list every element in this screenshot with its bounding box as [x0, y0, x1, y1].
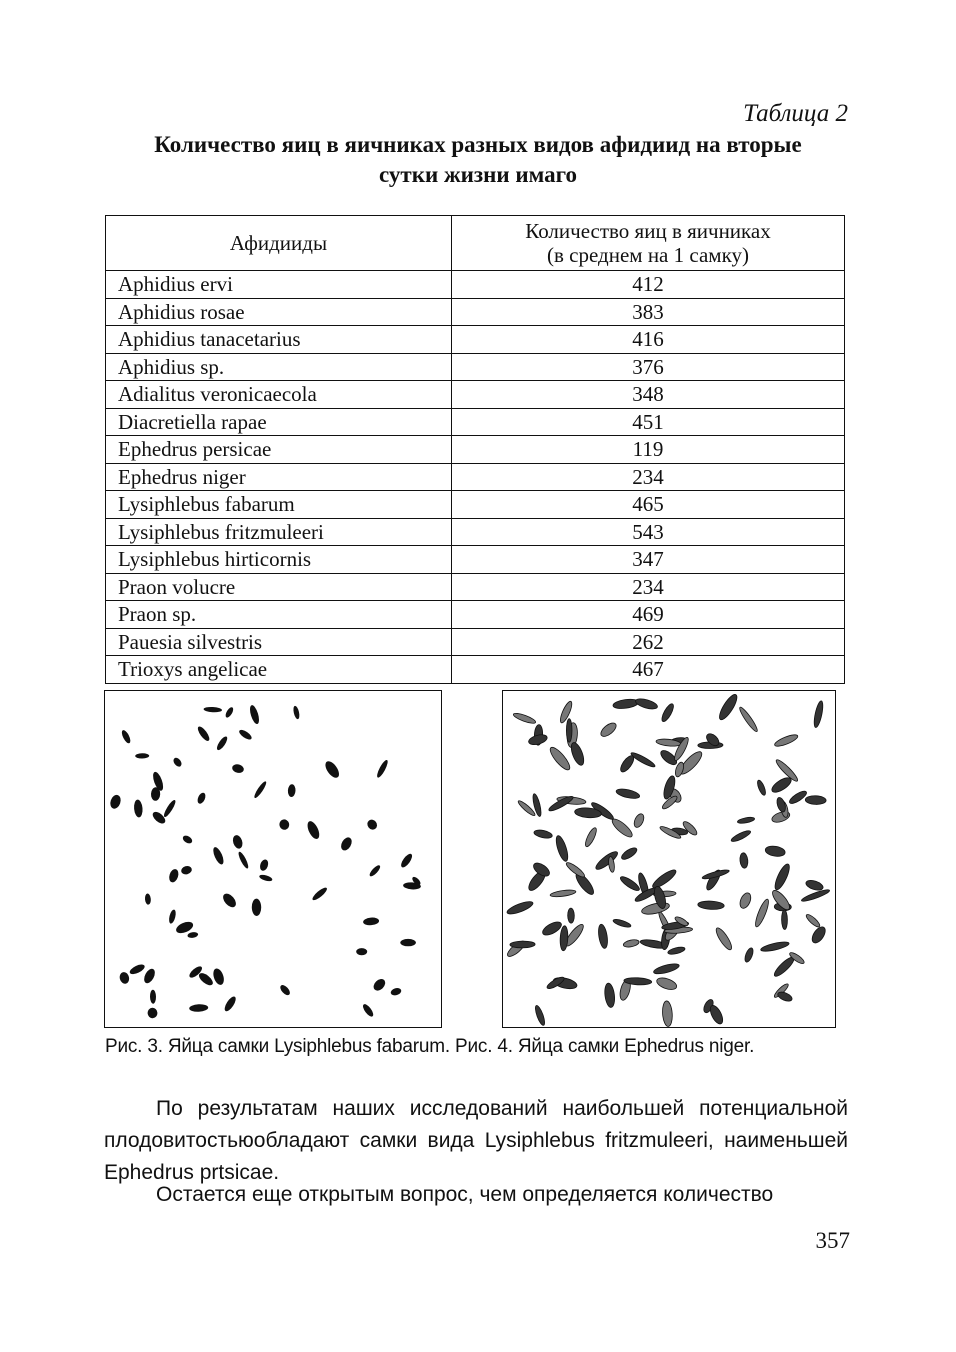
header-egg-count-line-2: (в среднем на 1 самку) — [547, 243, 749, 267]
egg-shape — [528, 733, 549, 746]
egg-count-cell: 412 — [452, 271, 845, 299]
egg-count-cell: 262 — [452, 628, 845, 656]
egg-shape — [292, 705, 300, 719]
species-cell: Praon sp. — [106, 601, 452, 629]
species-cell: Aphidius sp. — [106, 353, 452, 381]
table-row — [106, 628, 845, 656]
table-title-line-1: Количество яиц в яичниках разных видов афидиид на вторые — [154, 132, 802, 157]
egg-shape — [400, 939, 416, 946]
egg-shape — [259, 858, 270, 871]
egg-count-cell: 543 — [452, 518, 845, 546]
figure-3-image — [105, 691, 441, 1027]
egg-shape — [150, 990, 156, 1004]
egg-shape — [399, 852, 414, 869]
egg-shape — [568, 908, 575, 923]
table-row — [106, 408, 845, 436]
header-species: Афидииды — [106, 216, 452, 271]
egg-shape — [118, 971, 130, 985]
page-number: 357 — [815, 1228, 850, 1253]
egg-shape — [361, 1003, 375, 1019]
egg-shape — [773, 733, 799, 749]
egg-shape — [569, 741, 587, 767]
egg-count-cell: 119 — [452, 436, 845, 464]
egg-shape — [737, 816, 755, 824]
egg-shape — [760, 940, 790, 953]
egg-count-cell: 234 — [452, 573, 845, 601]
egg-shape — [612, 698, 639, 710]
egg-shape — [375, 759, 389, 779]
egg-shape — [583, 826, 598, 848]
egg-shape — [162, 799, 177, 819]
figure-4-image — [503, 691, 835, 1027]
species-cell: Ephedrus niger — [106, 463, 452, 491]
egg-shape — [356, 948, 367, 955]
table-row — [106, 326, 845, 354]
table-title — [100, 130, 856, 190]
egg-shape — [224, 706, 235, 719]
egg-shape — [363, 917, 380, 926]
egg-shape — [730, 829, 752, 844]
egg-shape — [252, 899, 262, 917]
egg-shape — [128, 963, 146, 977]
egg-shape — [805, 795, 826, 804]
figure-4-ephedrus-eggs — [502, 690, 836, 1028]
egg-shape — [278, 818, 290, 831]
egg-shape — [534, 1005, 547, 1027]
header-egg-count — [452, 216, 845, 271]
egg-shape — [716, 692, 739, 722]
table-row — [106, 546, 845, 574]
egg-shape — [550, 889, 577, 898]
species-cell: Lysiphlebus fabarum — [106, 491, 452, 519]
egg-shape — [323, 759, 342, 780]
egg-shape — [221, 891, 239, 909]
egg-shape — [781, 910, 787, 930]
species-cell: Trioxys angelicae — [106, 656, 452, 684]
table-row — [106, 518, 845, 546]
egg-shape — [259, 874, 273, 883]
egg-count-cell: 376 — [452, 353, 845, 381]
table-title-line-2: сутки жизни имаго — [378, 162, 577, 187]
egg-shape — [223, 995, 238, 1013]
egg-shape — [805, 879, 825, 892]
egg-shape — [632, 812, 646, 829]
table-header-row — [106, 216, 845, 271]
egg-shape — [812, 700, 824, 728]
table-row — [106, 573, 845, 601]
species-cell: Aphidius tanacetarius — [106, 326, 452, 354]
egg-shape — [305, 819, 321, 840]
egg-shape — [788, 789, 808, 806]
egg-count-cell: 348 — [452, 381, 845, 409]
egg-shape — [180, 865, 193, 876]
egg-shape — [623, 939, 640, 949]
egg-shape — [554, 834, 570, 862]
egg-count-cell: 383 — [452, 298, 845, 326]
egg-shape — [248, 704, 261, 725]
egg-shape — [168, 868, 180, 884]
species-cell: Lysiphlebus hirticornis — [106, 546, 452, 574]
egg-shape — [635, 697, 659, 711]
egg-shape — [566, 719, 572, 743]
egg-shape — [541, 919, 564, 937]
egg-count-table — [105, 215, 845, 684]
figure-caption: Рис. 3. Яйца самки Lysiphlebus fabarum. Рис. 4. Яйца самки Ephedrus niger. — [105, 1036, 755, 1057]
egg-shape — [279, 983, 292, 996]
species-cell: Pauesia silvestris — [106, 628, 452, 656]
egg-shape — [211, 846, 225, 866]
egg-shape — [172, 756, 183, 768]
egg-count-cell: 467 — [452, 656, 845, 684]
egg-count-cell: 234 — [452, 463, 845, 491]
egg-shape — [619, 874, 641, 892]
egg-shape — [599, 720, 619, 738]
egg-shape — [698, 900, 725, 910]
egg-shape — [181, 834, 193, 845]
table-row — [106, 353, 845, 381]
egg-shape — [775, 796, 787, 813]
egg-shape — [653, 962, 680, 976]
egg-shape — [311, 886, 329, 902]
egg-count-cell: 469 — [452, 601, 845, 629]
egg-count-cell: 347 — [452, 546, 845, 574]
egg-shape — [560, 926, 569, 951]
species-cell: Diacretiella rapae — [106, 408, 452, 436]
egg-shape — [708, 1004, 725, 1026]
egg-shape — [805, 913, 822, 929]
egg-shape — [612, 918, 631, 929]
egg-shape — [168, 909, 177, 924]
egg-shape — [109, 793, 123, 810]
egg-shape — [547, 745, 572, 773]
egg-shape — [371, 977, 387, 993]
paragraph-2: Остается еще открытым вопрос, чем определяется количество — [156, 1183, 774, 1206]
egg-shape — [765, 845, 786, 858]
egg-shape — [512, 711, 536, 725]
egg-shape — [510, 941, 535, 948]
egg-shape — [253, 780, 268, 799]
egg-shape — [756, 779, 767, 796]
species-cell: Praon volucre — [106, 573, 452, 601]
species-cell: Lysiphlebus fritzmuleeri — [106, 518, 452, 546]
egg-count-cell: 451 — [452, 408, 845, 436]
egg-shape — [187, 931, 199, 938]
egg-shape — [739, 852, 748, 868]
paragraph-1: По результатам наших исследований наибольшей потенциальной плодовитостьюобладают самки вида Lysiphlebus fritzmuleeri, наименьшей Ephedrus prtsicae. — [104, 1097, 848, 1184]
egg-shape — [196, 725, 211, 743]
egg-shape — [147, 1008, 157, 1019]
table-row — [106, 381, 845, 409]
species-cell: Aphidius ervi — [106, 271, 452, 299]
egg-shape — [738, 706, 760, 734]
egg-shape — [211, 967, 225, 986]
egg-shape — [196, 792, 207, 805]
table-row — [106, 656, 845, 684]
egg-shape — [339, 836, 354, 853]
egg-shape — [189, 1004, 208, 1012]
egg-shape — [533, 829, 553, 840]
egg-count-cell: 416 — [452, 326, 845, 354]
egg-shape — [662, 1001, 673, 1027]
egg-shape — [738, 891, 753, 910]
egg-count-cell: 465 — [452, 491, 845, 519]
egg-shape — [365, 818, 379, 832]
figure-3-lysiphlebus-eggs — [104, 690, 442, 1028]
egg-shape — [618, 754, 636, 774]
egg-shape — [650, 867, 678, 890]
egg-shape — [620, 846, 639, 862]
table-row — [106, 271, 845, 299]
egg-shape — [743, 947, 754, 963]
egg-shape — [238, 728, 253, 741]
egg-shape — [133, 799, 143, 817]
egg-shape — [120, 729, 132, 745]
table-row — [106, 436, 845, 464]
egg-shape — [594, 849, 620, 872]
egg-shape — [610, 816, 635, 839]
egg-shape — [197, 971, 215, 988]
egg-shape — [597, 924, 609, 949]
egg-shape — [565, 861, 587, 879]
species-cell: Adialitus veronicaecola — [106, 381, 452, 409]
egg-shape — [288, 784, 296, 797]
table-row — [106, 491, 845, 519]
egg-shape — [558, 700, 574, 724]
egg-shape — [390, 987, 402, 997]
egg-shape — [753, 898, 771, 928]
egg-shape — [655, 976, 678, 992]
egg-shape — [135, 753, 149, 758]
egg-shape — [237, 851, 250, 870]
header-egg-count-line-1: Количество яиц в яичниках — [525, 219, 771, 243]
table-label: Таблица 2 — [743, 100, 848, 127]
table-row — [106, 601, 845, 629]
egg-shape — [776, 990, 793, 1003]
species-cell: Aphidius rosae — [106, 298, 452, 326]
table-row — [106, 463, 845, 491]
egg-shape — [714, 926, 734, 952]
egg-shape — [142, 967, 157, 985]
egg-shape — [231, 763, 244, 774]
egg-shape — [145, 893, 152, 905]
egg-shape — [810, 925, 828, 946]
egg-shape — [506, 899, 535, 916]
egg-shape — [667, 946, 685, 956]
egg-shape — [615, 787, 640, 800]
egg-shape — [215, 735, 229, 752]
species-cell: Ephedrus persicae — [106, 436, 452, 464]
egg-shape — [203, 707, 222, 713]
table-row — [106, 298, 845, 326]
egg-shape — [772, 862, 792, 891]
egg-shape — [604, 983, 616, 1008]
egg-shape — [368, 864, 382, 878]
egg-shape — [231, 834, 244, 850]
egg-shape — [660, 702, 676, 723]
